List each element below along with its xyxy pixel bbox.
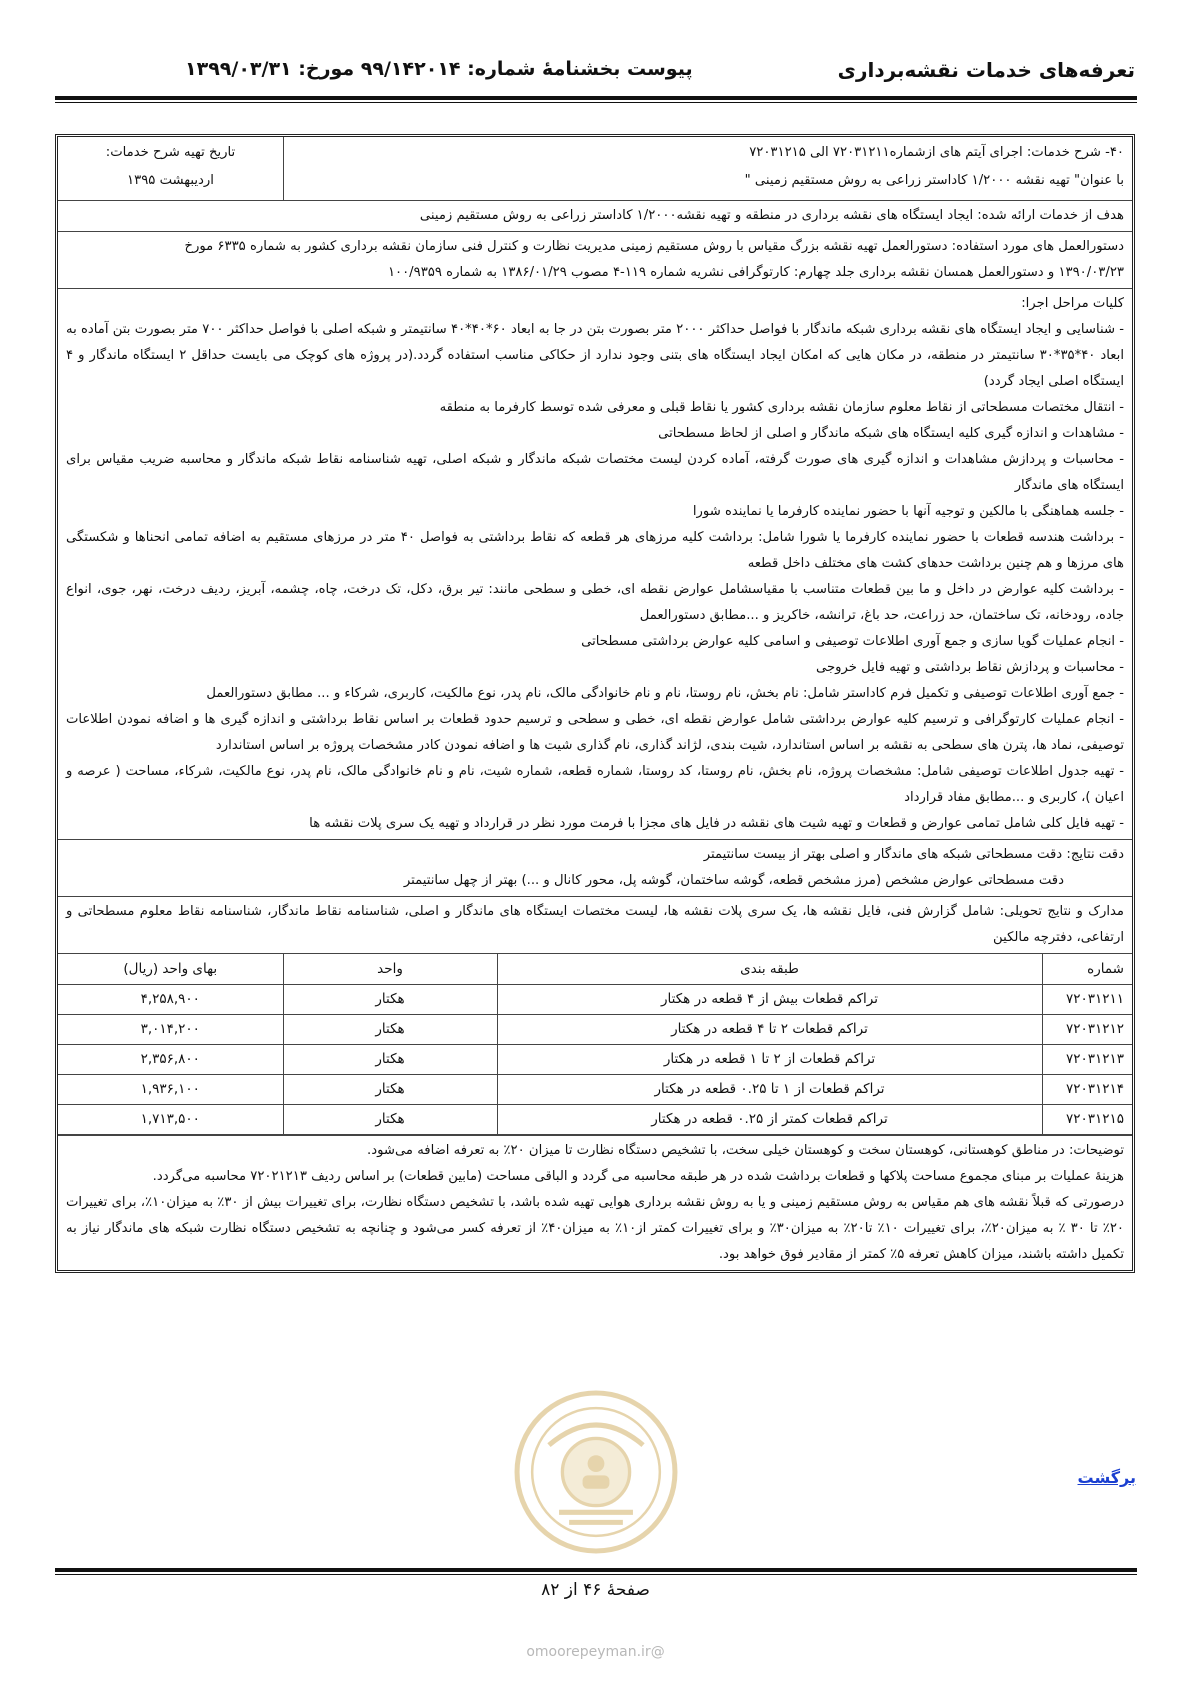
header-unit-price: بهای واحد (ریال) [58, 954, 283, 984]
step-item: - محاسبات و پردازش نقاط برداشتی و تهیه فایل خروجی [815, 660, 1124, 675]
goal-text: هدف از خدمات ارائه شده: ایجاد ایستگاه های نقشه برداری در منطقه و تهیه نقشه۱/۲۰۰۰ کاداستر زراعی به روش مستقیم زمینی [419, 208, 1124, 223]
step-item: - شناسایی و ایجاد ایستگاه های نقشه برداری شبکه ماندگار با فواصل حداکثر ۲۰۰۰ متر بصورت بتن در جا به ابعاد ۶۰*۴۰*۴۰ سانتیمتر و شبکه اصلی با فواصل حداکثر ۷۰۰ متر بصورت بتن آماده به ابعاد ۴۰*۳۵*۳۰ سانتیمتر در منطقه، در مکان هایی که امکان ایجاد ایستگاه های بتنی وجود ندارد از حکاکی مناسب استفاده گردد.(در پروژه های کوچک می بایست حداقل ۲ ایستگاه ماندگار و ۴ ایستگاه اصلی ایجاد گردد) [66, 322, 1125, 389]
step-item: - تهیه فایل کلی شامل تمامی عوارض و قطعات و تهیه شیت های نقشه در فایل های مجزا با فرمت مورد نظر در قرارداد و تهیه یک سری پلات نقشه ها [309, 816, 1124, 831]
accuracy-line1: دقت نتایج: دقت مسطحاتی شبکه های ماندگار و اصلی بهتر از بیست سانتیمتر [703, 847, 1124, 862]
row-classification: تراکم قطعات از ۲ تا ۱ قطعه در هکتار [497, 1044, 1042, 1074]
row-unit: هکتار [283, 984, 497, 1014]
row-unit: هکتار [283, 1014, 497, 1044]
back-link[interactable]: برگشت [1077, 1468, 1136, 1487]
accuracy-row [58, 840, 1132, 897]
step-item: - برداشت کلیه عوارض در داخل و ما بین قطعات متناسب با مقیاسشامل عوارض نقطه ای، خطی و سطحی مانند: تیر برق، دکل، تک درخت، چاه، چشمه، آبریز، ردیف درخت، نهر، جوی، انواع جاده، رودخانه، تک ساختمان، حد زراعت، حد باغ، ترانشه، خاکریز و ...مطابق دستورالعمل [66, 582, 1124, 623]
page-header [55, 58, 1135, 90]
service-title-line2: با عنوان" تهیه نقشه ۱/۲۰۰۰ کاداستر زراعی به روش مستقیم زمینی " [744, 173, 1124, 188]
steps-row [58, 289, 1132, 840]
step-item: - انجام عملیات گویا سازی و جمع آوری اطلاعات توصیفی و اسامی کلیه عوارض برداشتی مسطحاتی [581, 634, 1124, 649]
service-date-value: اردیبهشت ۱۳۹۵ [127, 173, 214, 188]
table-row [58, 984, 1132, 1014]
row-classification: تراکم قطعات بیش از ۴ قطعه در هکتار [497, 984, 1042, 1014]
steps-title: کلیات مراحل اجرا: [1021, 296, 1124, 311]
header-unit: واحد [283, 954, 497, 984]
deliverables-row [58, 897, 1132, 954]
row-price: ۳,۰۱۴,۲۰۰ [58, 1014, 283, 1044]
service-title [283, 137, 1132, 200]
row-classification: تراکم قطعات ۲ تا ۴ قطعه در هکتار [497, 1014, 1042, 1044]
service-date-label: تاریخ تهیه شرح خدمات: [105, 145, 236, 160]
header-title: تعرفه‌های خدمات نقشه‌برداری [837, 58, 1135, 82]
header-number: شماره [1042, 954, 1132, 984]
watermark-url: @omoorepeyman.ir [526, 1644, 665, 1660]
manuals-line1: دستورالعمل های مورد استفاده: دستورالعمل تهیه نقشه بزرگ مقیاس با روش مستقیم زمینی مدیریت نظارت و کنترل فنی سازمان نقشه برداری کشور به شماره ۶۳۳۵ مورخ [184, 239, 1124, 254]
accuracy-line2: دقت مسطحاتی عوارض مشخص (مرز مشخص قطعه، گوشه ساختمان، گوشه پل، محور کانال و ...) بهتر از چهل سانتیمتر [403, 873, 1064, 888]
service-description-box [55, 134, 1135, 1273]
step-item: - تهیه جدول اطلاعات توصیفی شامل: مشخصات پروژه، نام بخش، نام روستا، کد روستا، شماره قطعه، شماره شیت، نام و نام خانوادگی مالک، نام پدر، نوع مالکیت، شرکاء، مساحت ( عرصه و اعیان )، کاربری و ...مطابق مفاد قرارداد [66, 764, 1124, 805]
footer-rule [55, 1568, 1137, 1572]
notes-row [58, 1136, 1132, 1270]
table-row [58, 1104, 1132, 1134]
row-number: ۷۲۰۳۱۲۱۵ [1042, 1104, 1132, 1134]
row-unit: هکتار [283, 1074, 497, 1104]
seal-watermark-icon [512, 1388, 680, 1556]
step-item: - مشاهدات و اندازه گیری کلیه ایستگاه های شبکه ماندگار و اصلی از لحاظ مسطحاتی [658, 426, 1124, 441]
header-rule [55, 96, 1137, 100]
row-price: ۱,۷۱۳,۵۰۰ [58, 1104, 283, 1134]
step-item: - جمع آوری اطلاعات توصیفی و تکمیل فرم کاداستر شامل: نام بخش، نام روستا، نام و نام خانوادگی مالک، نام پدر، نوع مالکیت، کاربری، شرکاء و ... مطابق دستورالعمل [206, 686, 1124, 701]
header-rule-thin [55, 102, 1137, 103]
price-table [58, 954, 1132, 1135]
note-item: درصورتی که قبلاً نقشه های هم مقیاس به روش مستقیم زمینی و یا به روش نقشه برداری هوایی تهیه شده باشد، با تشخیص دستگاه نظارت، برای تغییرات بیش از ۳۰٪ به میزان۱۰٪، برای تغییرات ۲۰٪ تا ۳۰ ٪ به میزان۲۰٪، برای تغییرات ۱۰٪ تا۲۰٪ به میزان۳۰٪ و برای تغییرات کمتر از۱۰٪ به میزان۴۰٪ از تعرفه کسر می‌شود و چنانچه به تشخیص دستگاه نظارت شبکه های ماندگار نیاز به تکمیل داشته باشند، میزان کاهش تعرفه ۵٪ کمتر از مقادیر فوق خواهد بود. [66, 1194, 1124, 1262]
row-number: ۷۲۰۳۱۲۱۲ [1042, 1014, 1132, 1044]
table-header-row [58, 954, 1132, 984]
service-title-row [58, 137, 1132, 201]
page-number: صفحهٔ ۴۶ از ۸۲ [541, 1580, 650, 1600]
step-item: - محاسبات و پردازش مشاهدات و اندازه گیری های صورت گرفته، آماده کردن لیست مختصات شبکه ماندگار و شبکه اصلی، تهیه شناسنامه نقاط شبکه ماندگار و محاسبه ضریب مقیاس برای ایستگاه های ماندگار [66, 452, 1124, 493]
table-row [58, 1074, 1132, 1104]
table-row [58, 1044, 1132, 1074]
header-classification: طبقه بندی [497, 954, 1042, 984]
step-item: - جلسه هماهنگی با مالکین و توجیه آنها با حضور نماینده کارفرما یا نماینده شورا [692, 504, 1124, 519]
deliverables-text: مدارک و نتایج تحویلی: شامل گزارش فنی، فایل نقشه ها، یک سری پلات نقشه ها، لیست مختصات ایستگاه های ماندگار و اصلی، شناسنامه نقاط ماندگار، شناسنامه نقاط معلوم مسطحاتی و ارتفاعی، دفترچه مالکین [66, 904, 1124, 945]
manuals-row [58, 232, 1132, 289]
row-price: ۲,۳۵۶,۸۰۰ [58, 1044, 283, 1074]
row-number: ۷۲۰۳۱۲۱۴ [1042, 1074, 1132, 1104]
row-classification: تراکم قطعات کمتر از ۰.۲۵ قطعه در هکتار [497, 1104, 1042, 1134]
row-unit: هکتار [283, 1104, 497, 1134]
note-item: هزینهٔ عملیات بر مبنای مجموع مساحت پلاکها و قطعات برداشت شده در هر طبقه محاسبه می گردد و الباقی مساحت (مابین قطعات) بر اساس ردیف ۷۲۰۲۱۲۱۳ محاسبه می‌گردد. [152, 1168, 1124, 1184]
note-item: توضیحات: در مناطق کوهستانی، کوهستان سخت و کوهستان خیلی سخت، با تشخیص دستگاه نظارت تا میزان ۲۰٪ به تعرفه اضافه می‌شود. [367, 1142, 1124, 1158]
service-title-line1: ۴۰- شرح خدمات: اجرای آیتم های ازشماره۷۲۰۳۱۲۱۱ الی ۷۲۰۳۱۲۱۵ [749, 145, 1124, 160]
row-unit: هکتار [283, 1044, 497, 1074]
step-item: - انجام عملیات کارتوگرافی و ترسیم کلیه عوارض برداشتی شامل عوارض نقطه ای، خطی و سطحی و ترسیم حدود قطعات بر اساس نقاط برداشتی و اندازه گیری ها و اضافه نمودن اطلاعات توصیفی، نماد ها، پترن های سطحی به نقشه بر اساس استاندارد، شیت بندی، لژاند گذاری، نام گذاری شیت ها و اضافه نمودن کادر مشخصات پروژه بر اساس استاندارد [66, 712, 1124, 753]
goal-row [58, 201, 1132, 232]
row-price: ۱,۹۳۶,۱۰۰ [58, 1074, 283, 1104]
row-number: ۷۲۰۳۱۲۱۳ [1042, 1044, 1132, 1074]
header-reference: پیوست بخشنامهٔ شماره: ۹۹/۱۴۲۰۱۴ مورخ: ۱۳۹۹/۰۳/۳۱ [185, 58, 693, 80]
manuals-line2: ۱۳۹۰/۰۳/۲۳ و دستورالعمل همسان نقشه برداری جلد چهارم: کارتوگرافی نشریه شماره ۱۱۹-۴ مصوب ۱۳۸۶/۰۱/۲۹ به شماره ۱۰۰/۹۳۵۹ [387, 265, 1124, 280]
table-row [58, 1014, 1132, 1044]
step-item: - انتقال مختصات مسطحاتی از نقاط معلوم سازمان نقشه برداری کشور یا نقاط قبلی و معرفی شده توسط کارفرما به منطقه [439, 400, 1124, 415]
row-classification: تراکم قطعات از ۱ تا ۰.۲۵ قطعه در هکتار [497, 1074, 1042, 1104]
service-date [58, 137, 283, 200]
row-number: ۷۲۰۳۱۲۱۱ [1042, 984, 1132, 1014]
footer-rule-thin [55, 1574, 1137, 1575]
row-price: ۴,۲۵۸,۹۰۰ [58, 984, 283, 1014]
price-table-row [58, 954, 1132, 1136]
step-item: - برداشت هندسه قطعات با حضور نماینده کارفرما یا شورا شامل: برداشت کلیه مرزهای هر قطعه که نقاط برداشتی به فواصل ۴۰ متر در مرزهای مستقیم به اضافه تمامی انحناها و شکستگی های مرزها و هم چنین برداشت حدهای کشت های مختلف داخل قطعه [66, 530, 1124, 571]
